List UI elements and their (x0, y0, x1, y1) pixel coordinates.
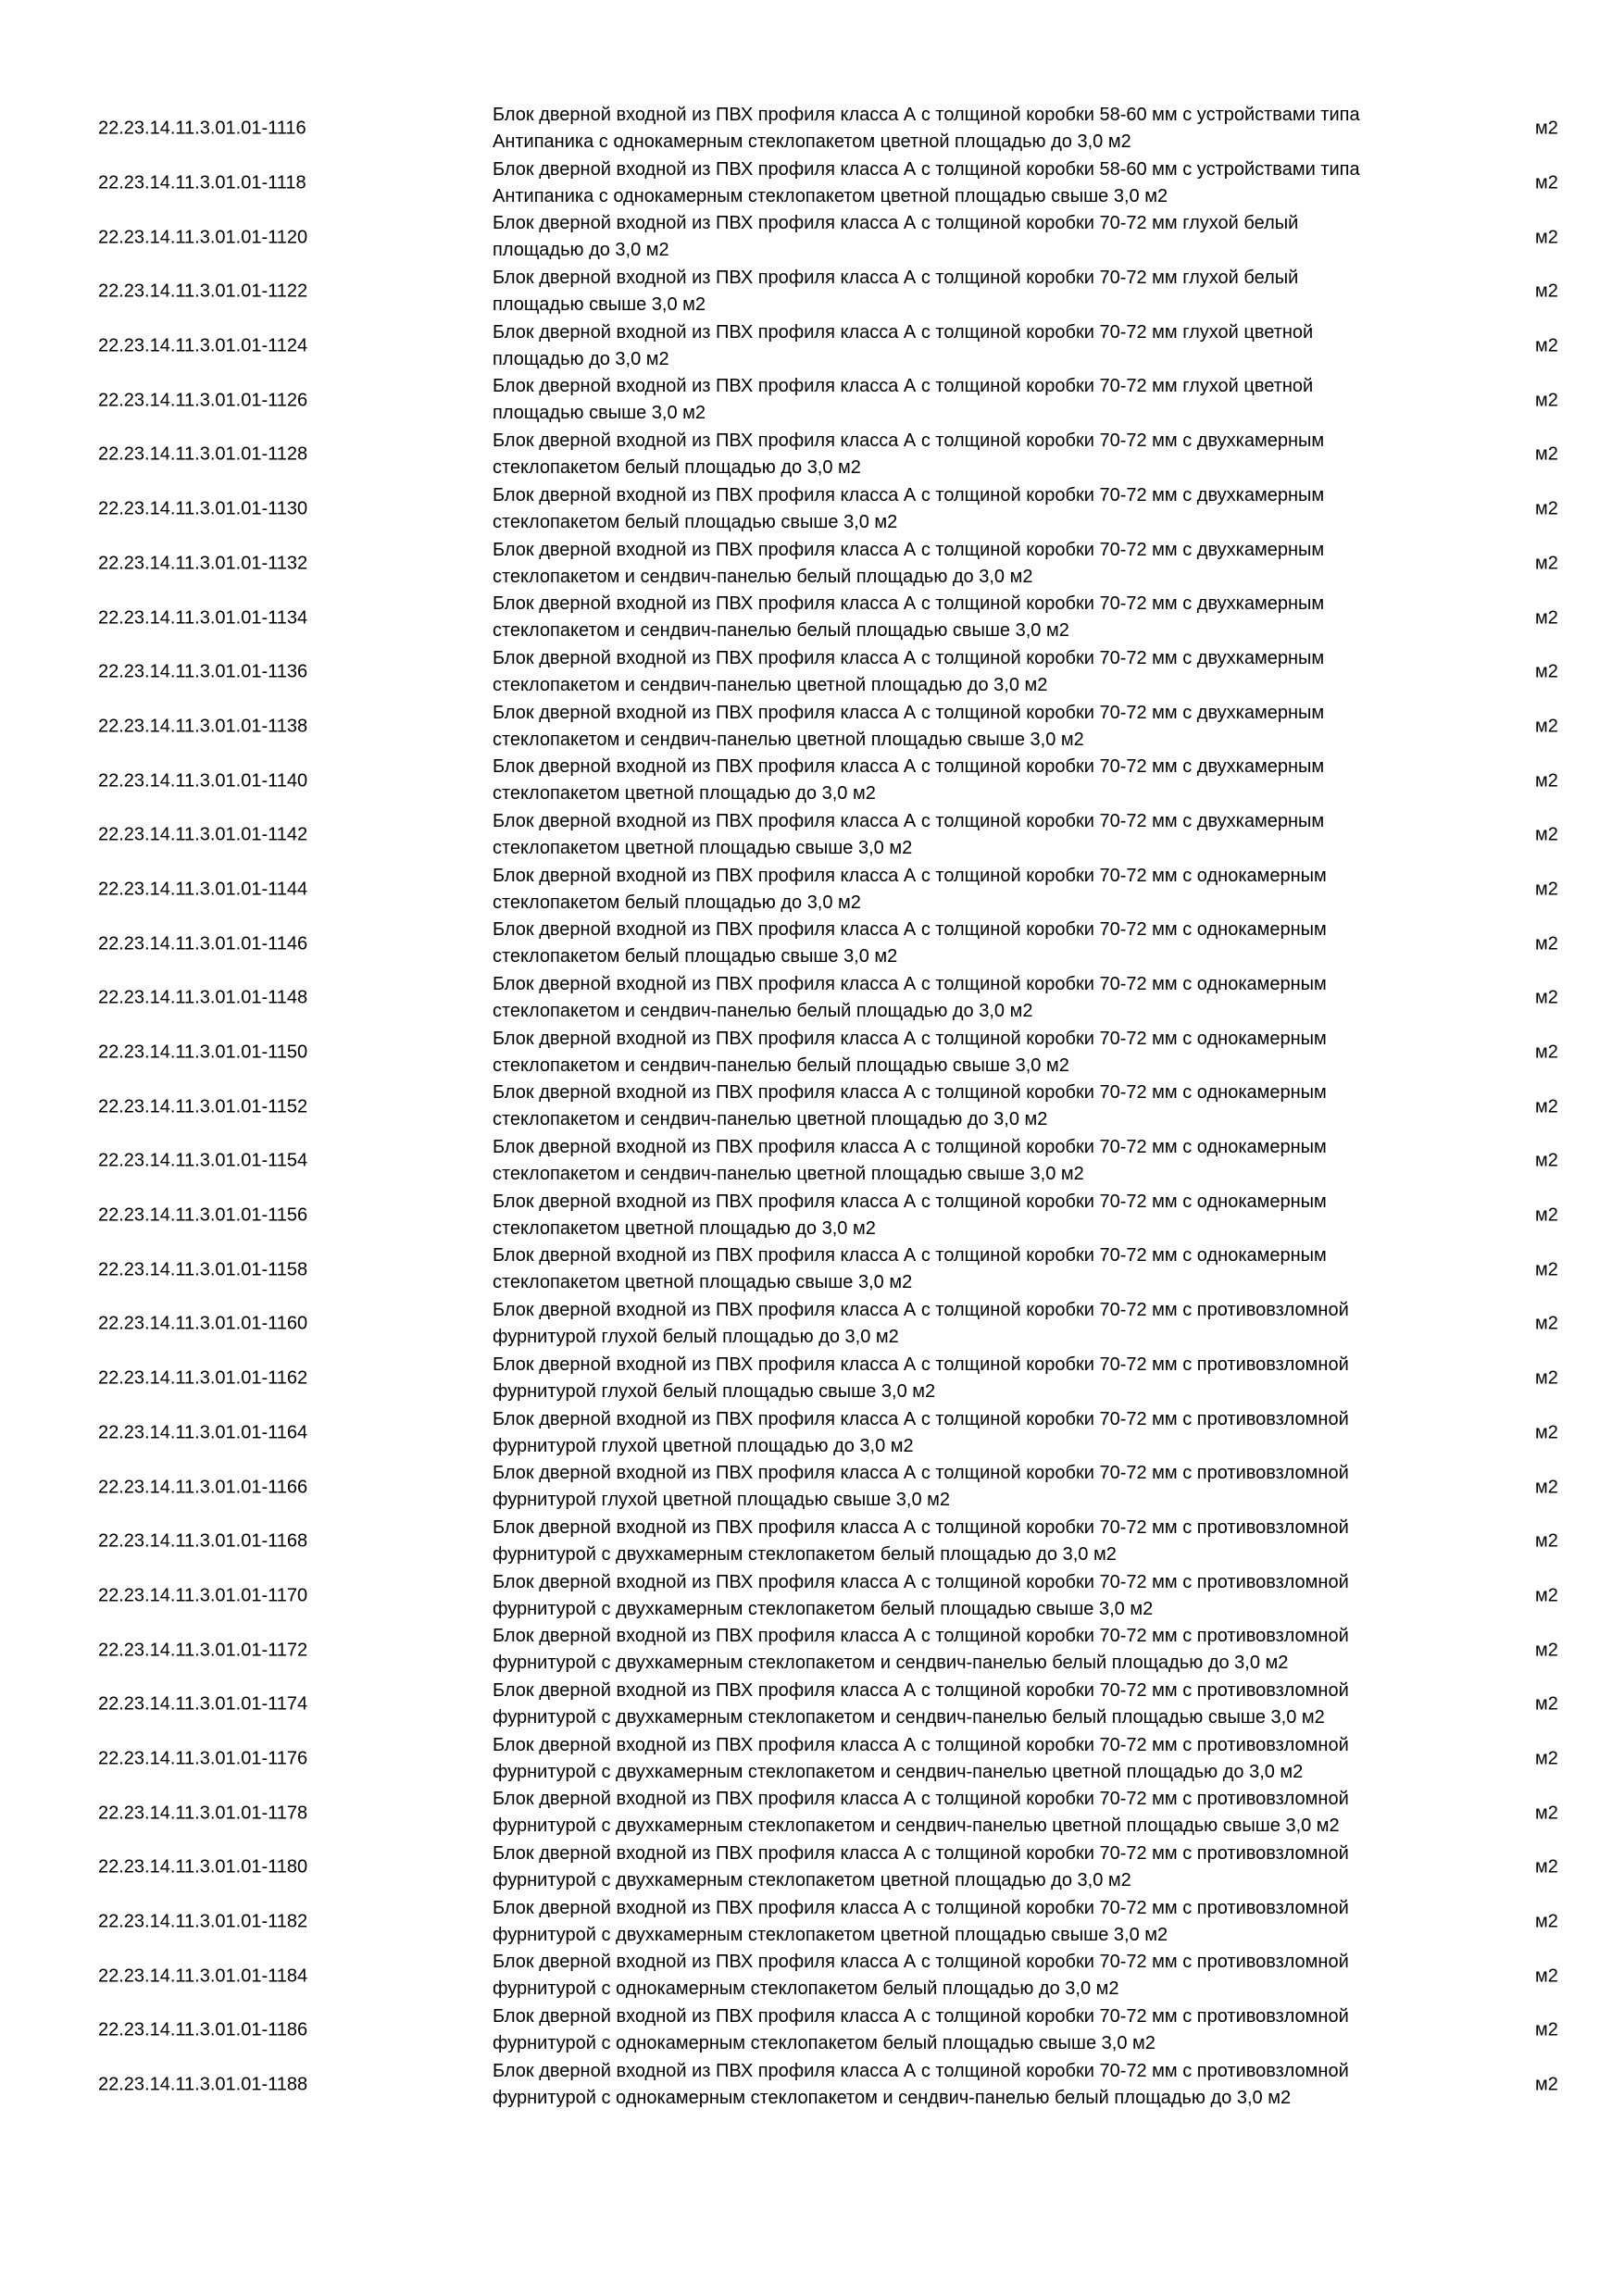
resource-description (493, 210, 1455, 264)
resource-description (493, 1406, 1455, 1460)
resource-description (493, 1732, 1455, 1786)
description-line-1: Блок дверной входной из ПВХ профиля класса А с толщиной коробки 70-72 мм с противовзломной (493, 1354, 1349, 1375)
unit-of-measure: м2 (1535, 1748, 1558, 1769)
table-row (0, 1623, 1624, 1678)
table-row (0, 1949, 1624, 2003)
description-line-1: Блок дверной входной из ПВХ профиля класса А с толщиной коробки 70-72 мм с двухкамерным (493, 430, 1325, 452)
resource-code: 22.23.14.11.3.01.01-1182 (98, 1911, 308, 1932)
unit-of-measure: м2 (1535, 281, 1558, 302)
description-line-2: фурнитурой с двухкамерным стеклопакетом и сендвич-панелью белый площадью до 3,0 м2 (493, 1653, 1289, 1674)
unit-of-measure: м2 (1535, 1204, 1558, 1226)
resource-description (493, 591, 1455, 644)
description-line-2: фурнитурой с однокамерным стеклопакетом белый площадью свыше 3,0 м2 (493, 2033, 1156, 2054)
description-line-1: Блок дверной входной из ПВХ профиля класса А с толщиной коробки 70-72 мм с противовзломной (493, 1679, 1349, 1701)
description-line-1: Блок дверной входной из ПВХ профиля класса А с толщиной коробки 70-72 мм с противовзломной (493, 2006, 1349, 2028)
table-row (0, 863, 1624, 917)
resource-description (493, 2003, 1455, 2057)
description-line-1: Блок дверной входной из ПВХ профиля класса А с толщиной коробки 70-72 мм с однокамерным (493, 1137, 1327, 1158)
resource-code: 22.23.14.11.3.01.01-1168 (98, 1530, 308, 1552)
table-row (0, 156, 1624, 211)
description-line-1: Блок дверной входной из ПВХ профиля класса А с толщиной коробки 70-72 мм с однокамерным (493, 865, 1327, 886)
resource-description (493, 645, 1455, 699)
resource-code: 22.23.14.11.3.01.01-1170 (98, 1585, 308, 1606)
unit-of-measure: м2 (1535, 1640, 1558, 1661)
table-row (0, 1242, 1624, 1297)
unit-of-measure: м2 (1535, 1911, 1558, 1932)
unit-of-measure: м2 (1535, 1530, 1558, 1552)
resource-code: 22.23.14.11.3.01.01-1132 (98, 553, 308, 574)
resource-code: 22.23.14.11.3.01.01-1172 (98, 1640, 308, 1661)
table-row (0, 1406, 1624, 1461)
resource-code: 22.23.14.11.3.01.01-1142 (98, 824, 308, 845)
resource-description (493, 1786, 1455, 1840)
description-line-2: фурнитурой с двухкамерным стеклопакетом белый площадью свыше 3,0 м2 (493, 1598, 1154, 1619)
table-row (0, 1732, 1624, 1787)
table-row (0, 1134, 1624, 1189)
resource-code: 22.23.14.11.3.01.01-1178 (98, 1803, 308, 1824)
unit-of-measure: м2 (1535, 227, 1558, 248)
description-line-2: фурнитурой с двухкамерным стеклопакетом и сендвич-панелью цветной площадью свыше 3,0 м2 (493, 1816, 1340, 1837)
description-line-1: Блок дверной входной из ПВХ профиля класса А с толщиной коробки 70-72 мм с противовзломной (493, 1734, 1349, 1755)
description-line-1: Блок дверной входной из ПВХ профиля класса А с толщиной коробки 70-72 мм с двухкамерным (493, 702, 1325, 723)
description-line-2: фурнитурой с однокамерным стеклопакетом белый площадью до 3,0 м2 (493, 1978, 1119, 2000)
description-line-2: стеклопакетом цветной площадью свыше 3,0 м2 (493, 1272, 913, 1293)
resource-code: 22.23.14.11.3.01.01-1128 (98, 443, 308, 465)
table-row (0, 2058, 1624, 2113)
description-line-2: фурнитурой с однокамерным стеклопакетом и сендвич-панелью белый площадью до 3,0 м2 (493, 2087, 1292, 2108)
unit-of-measure: м2 (1535, 390, 1558, 411)
table-row (0, 482, 1624, 537)
table-row (0, 591, 1624, 645)
resource-code: 22.23.14.11.3.01.01-1136 (98, 661, 308, 682)
resource-description (493, 863, 1455, 917)
description-line-2: стеклопакетом белый площадью до 3,0 м2 (493, 457, 861, 479)
unit-of-measure: м2 (1535, 1150, 1558, 1171)
unit-of-measure: м2 (1535, 987, 1558, 1008)
resource-code: 22.23.14.11.3.01.01-1126 (98, 390, 308, 411)
resource-description (493, 1895, 1455, 1949)
unit-of-measure: м2 (1535, 1313, 1558, 1334)
unit-of-measure: м2 (1535, 1422, 1558, 1443)
resource-code: 22.23.14.11.3.01.01-1158 (98, 1259, 308, 1280)
description-line-1: Блок дверной входной из ПВХ профиля класса А с толщиной коробки 70-72 мм с противовзломной (493, 1408, 1349, 1429)
table-row (0, 1352, 1624, 1406)
description-line-1: Блок дверной входной из ПВХ профиля класса А с толщиной коробки 70-72 мм с двухкамерным (493, 647, 1325, 668)
resource-code: 22.23.14.11.3.01.01-1188 (98, 2074, 308, 2095)
resource-code: 22.23.14.11.3.01.01-1180 (98, 1856, 308, 1878)
description-line-1: Блок дверной входной из ПВХ профиля класса А с толщиной коробки 70-72 мм с двухкамерным (493, 539, 1325, 560)
description-line-2: стеклопакетом и сендвич-панелью белый площадью свыше 3,0 м2 (493, 620, 1069, 642)
resource-code: 22.23.14.11.3.01.01-1140 (98, 770, 308, 792)
description-line-1: Блок дверной входной из ПВХ профиля класса А с толщиной коробки 70-72 мм с однокамерным (493, 1028, 1327, 1049)
table-row (0, 102, 1624, 156)
resource-description (493, 971, 1455, 1025)
resource-code: 22.23.14.11.3.01.01-1144 (98, 879, 308, 900)
resource-description (493, 1678, 1455, 1731)
description-line-1: Блок дверной входной из ПВХ профиля класса А с толщиной коробки 70-72 мм глухой цветной (493, 321, 1314, 343)
description-line-2: Антипаника с однокамерным стеклопакетом цветной площадью свыше 3,0 м2 (493, 185, 1168, 206)
resource-code: 22.23.14.11.3.01.01-1160 (98, 1313, 308, 1334)
resource-description (493, 428, 1455, 481)
unit-of-measure: м2 (1535, 879, 1558, 900)
description-line-1: Блок дверной входной из ПВХ профиля класса А с толщиной коробки 70-72 мм с противовзломной (493, 2060, 1349, 2081)
resource-description (493, 754, 1455, 807)
unit-of-measure: м2 (1535, 716, 1558, 737)
resource-table (0, 102, 1624, 2112)
description-line-2: площадью свыше 3,0 м2 (493, 403, 706, 424)
resource-code: 22.23.14.11.3.01.01-1174 (98, 1693, 308, 1715)
resource-description (493, 1623, 1455, 1677)
description-line-2: фурнитурой с двухкамерным стеклопакетом и сендвич-панелью цветной площадью до 3,0 м2 (493, 1761, 1304, 1782)
table-row (0, 1189, 1624, 1243)
resource-description (493, 1297, 1455, 1351)
description-line-2: стеклопакетом и сендвич-панелью цветной площадью до 3,0 м2 (493, 1109, 1048, 1130)
description-line-1: Блок дверной входной из ПВХ профиля класса А с толщиной коробки 58-60 мм с устройствами типа (493, 158, 1360, 180)
resource-description (493, 1841, 1455, 1894)
resource-code: 22.23.14.11.3.01.01-1156 (98, 1204, 308, 1226)
document-page (0, 102, 1624, 2112)
table-row (0, 265, 1624, 319)
resource-description (493, 373, 1455, 427)
description-line-1: Блок дверной входной из ПВХ профиля класса А с толщиной коробки 70-72 мм с противовзломной (493, 1843, 1349, 1864)
unit-of-measure: м2 (1535, 1477, 1558, 1498)
resource-code: 22.23.14.11.3.01.01-1130 (98, 498, 308, 519)
table-row (0, 917, 1624, 971)
description-line-2: стеклопакетом цветной площадью до 3,0 м2 (493, 783, 876, 805)
table-row (0, 373, 1624, 428)
description-line-2: стеклопакетом цветной площадью свыше 3,0 м2 (493, 837, 913, 858)
resource-code: 22.23.14.11.3.01.01-1138 (98, 716, 308, 737)
unit-of-measure: м2 (1535, 2074, 1558, 2095)
table-row (0, 971, 1624, 1026)
unit-of-measure: м2 (1535, 824, 1558, 845)
description-line-2: фурнитурой глухой белый площадью свыше 3,0 м2 (493, 1380, 936, 1402)
description-line-1: Блок дверной входной из ПВХ профиля класса А с толщиной коробки 70-72 мм с двухкамерным (493, 484, 1325, 505)
unit-of-measure: м2 (1535, 661, 1558, 682)
resource-description (493, 1949, 1455, 2003)
resource-description (493, 102, 1455, 156)
resource-description (493, 1134, 1455, 1188)
resource-code: 22.23.14.11.3.01.01-1148 (98, 987, 308, 1008)
resource-code: 22.23.14.11.3.01.01-1176 (98, 1748, 308, 1769)
table-row (0, 537, 1624, 592)
resource-code: 22.23.14.11.3.01.01-1116 (98, 118, 306, 139)
resource-code: 22.23.14.11.3.01.01-1120 (98, 227, 308, 248)
description-line-1: Блок дверной входной из ПВХ профиля класса А с толщиной коробки 70-72 мм с однокамерным (493, 1191, 1327, 1212)
description-line-2: площадью до 3,0 м2 (493, 240, 669, 261)
resource-description (493, 537, 1455, 591)
resource-code: 22.23.14.11.3.01.01-1166 (98, 1477, 308, 1498)
resource-code: 22.23.14.11.3.01.01-1124 (98, 335, 308, 356)
table-row (0, 319, 1624, 374)
description-line-2: стеклопакетом и сендвич-панелью цветной площадью до 3,0 м2 (493, 674, 1048, 695)
resource-description (493, 1515, 1455, 1568)
description-line-2: площадью до 3,0 м2 (493, 348, 669, 369)
unit-of-measure: м2 (1535, 1856, 1558, 1878)
table-row (0, 1895, 1624, 1950)
description-line-2: стеклопакетом белый площадью свыше 3,0 м2 (493, 946, 898, 967)
description-line-2: стеклопакетом цветной площадью до 3,0 м2 (493, 1217, 876, 1239)
table-row (0, 645, 1624, 700)
table-row (0, 1515, 1624, 1569)
resource-code: 22.23.14.11.3.01.01-1146 (98, 933, 308, 955)
description-line-2: стеклопакетом и сендвич-панелью белый площадью до 3,0 м2 (493, 1001, 1033, 1021)
table-row (0, 808, 1624, 863)
description-line-2: стеклопакетом и сендвич-панелью цветной площадью свыше 3,0 м2 (493, 1164, 1084, 1185)
description-line-1: Блок дверной входной из ПВХ профиля класса А с толщиной коробки 70-72 мм с противовзломной (493, 1952, 1349, 1973)
description-line-1: Блок дверной входной из ПВХ профиля класса А с толщиной коробки 70-72 мм глухой цветной (493, 376, 1314, 397)
resource-code: 22.23.14.11.3.01.01-1150 (98, 1042, 308, 1063)
table-row (0, 1569, 1624, 1624)
resource-code: 22.23.14.11.3.01.01-1164 (98, 1422, 308, 1443)
table-row (0, 2003, 1624, 2058)
description-line-1: Блок дверной входной из ПВХ профиля класса А с толщиной коробки 70-72 мм с двухкамерным (493, 593, 1325, 615)
table-row (0, 700, 1624, 755)
unit-of-measure: м2 (1535, 1042, 1558, 1063)
table-row (0, 210, 1624, 265)
description-line-1: Блок дверной входной из ПВХ профиля класса А с толщиной коробки 58-60 мм с устройствами типа (493, 105, 1360, 125)
description-line-2: фурнитурой с двухкамерным стеклопакетом и сендвич-панелью белый площадью свыше 3,0 м2 (493, 1706, 1325, 1728)
table-row (0, 1026, 1624, 1080)
description-line-2: стеклопакетом белый площадью свыше 3,0 м2 (493, 511, 898, 532)
resource-description (493, 1352, 1455, 1405)
resource-description (493, 1189, 1455, 1242)
resource-description (493, 1026, 1455, 1079)
table-row (0, 428, 1624, 482)
unit-of-measure: м2 (1535, 1096, 1558, 1117)
resource-code: 22.23.14.11.3.01.01-1134 (98, 607, 308, 629)
description-line-1: Блок дверной входной из ПВХ профиля класса А с толщиной коробки 70-72 мм с противовзломной (493, 1626, 1349, 1647)
unit-of-measure: м2 (1535, 553, 1558, 574)
table-row (0, 1460, 1624, 1515)
description-line-2: стеклопакетом и сендвич-панелью белый площадью до 3,0 м2 (493, 566, 1033, 587)
unit-of-measure: м2 (1535, 2019, 1558, 2040)
resource-description (493, 700, 1455, 754)
description-line-1: Блок дверной входной из ПВХ профиля класса А с толщиной коробки 70-72 мм с противовзломной (493, 1463, 1349, 1484)
resource-description (493, 1569, 1455, 1623)
resource-description (493, 156, 1455, 210)
resource-description (493, 808, 1455, 862)
description-line-1: Блок дверной входной из ПВХ профиля класса А с толщиной коробки 70-72 мм глухой белый (493, 268, 1299, 289)
description-line-1: Блок дверной входной из ПВХ профиля класса А с толщиной коробки 70-72 мм с однокамерным (493, 1082, 1327, 1104)
unit-of-measure: м2 (1535, 498, 1558, 519)
resource-description (493, 917, 1455, 970)
resource-description (493, 1460, 1455, 1514)
description-line-1: Блок дверной входной из ПВХ профиля класса А с толщиной коробки 70-72 мм с двухкамерным (493, 756, 1325, 778)
description-line-2: фурнитурой с двухкамерным стеклопакетом белый площадью до 3,0 м2 (493, 1543, 1117, 1565)
description-line-2: стеклопакетом белый площадью до 3,0 м2 (493, 892, 861, 913)
unit-of-measure: м2 (1535, 335, 1558, 356)
description-line-2: Антипаника с однокамерным стеклопакетом цветной площадью до 3,0 м2 (493, 131, 1131, 152)
resource-code: 22.23.14.11.3.01.01-1152 (98, 1096, 308, 1117)
unit-of-measure: м2 (1535, 1259, 1558, 1280)
resource-description (493, 482, 1455, 536)
resource-description (493, 319, 1455, 373)
resource-code: 22.23.14.11.3.01.01-1118 (98, 172, 306, 193)
description-line-2: стеклопакетом и сендвич-панелью цветной площадью свыше 3,0 м2 (493, 729, 1084, 750)
resource-code: 22.23.14.11.3.01.01-1184 (98, 1965, 308, 1987)
description-line-1: Блок дверной входной из ПВХ профиля класса А с толщиной коробки 70-72 мм с однокамерным (493, 974, 1327, 994)
description-line-1: Блок дверной входной из ПВХ профиля класса А с толщиной коробки 70-72 мм с противовзломной (493, 1789, 1349, 1810)
resource-code: 22.23.14.11.3.01.01-1186 (98, 2019, 308, 2040)
unit-of-measure: м2 (1535, 172, 1558, 193)
description-line-2: фурнитурой с двухкамерным стеклопакетом цветной площадью до 3,0 м2 (493, 1870, 1131, 1890)
unit-of-measure: м2 (1535, 770, 1558, 792)
table-row (0, 1841, 1624, 1895)
table-row (0, 754, 1624, 808)
table-row (0, 1678, 1624, 1732)
unit-of-measure: м2 (1535, 1693, 1558, 1715)
unit-of-measure: м2 (1535, 118, 1558, 139)
description-line-1: Блок дверной входной из ПВХ профиля класса А с толщиной коробки 70-72 мм с противовзломной (493, 1897, 1349, 1918)
resource-code: 22.23.14.11.3.01.01-1162 (98, 1367, 308, 1389)
unit-of-measure: м2 (1535, 1367, 1558, 1389)
description-line-2: фурнитурой с двухкамерным стеклопакетом цветной площадью свыше 3,0 м2 (493, 1924, 1168, 1945)
table-row (0, 1297, 1624, 1352)
description-line-1: Блок дверной входной из ПВХ профиля класса А с толщиной коробки 70-72 мм с однокамерным (493, 1245, 1327, 1267)
unit-of-measure: м2 (1535, 1965, 1558, 1987)
resource-description (493, 1079, 1455, 1133)
resource-description (493, 2058, 1455, 2112)
description-line-1: Блок дверной входной из ПВХ профиля класса А с толщиной коробки 70-72 мм с однокамерным (493, 919, 1327, 941)
unit-of-measure: м2 (1535, 1585, 1558, 1606)
description-line-2: фурнитурой глухой цветной площадью до 3,0 м2 (493, 1435, 914, 1456)
description-line-1: Блок дверной входной из ПВХ профиля класса А с толщиной коробки 70-72 мм с противовзломной (493, 1516, 1349, 1538)
description-line-1: Блок дверной входной из ПВХ профиля класса А с толщиной коробки 70-72 мм с противовзломной (493, 1571, 1349, 1592)
resource-description (493, 1242, 1455, 1296)
description-line-2: фурнитурой глухой белый площадью до 3,0 м2 (493, 1327, 899, 1348)
description-line-2: стеклопакетом и сендвич-панелью белый площадью свыше 3,0 м2 (493, 1054, 1069, 1076)
table-row (0, 1079, 1624, 1134)
table-row (0, 1786, 1624, 1841)
resource-code: 22.23.14.11.3.01.01-1154 (98, 1150, 308, 1171)
unit-of-measure: м2 (1535, 607, 1558, 629)
description-line-1: Блок дверной входной из ПВХ профиля класса А с толщиной коробки 70-72 мм с двухкамерным (493, 810, 1325, 831)
description-line-2: площадью свыше 3,0 м2 (493, 294, 706, 316)
resource-description (493, 265, 1455, 318)
unit-of-measure: м2 (1535, 443, 1558, 465)
description-line-1: Блок дверной входной из ПВХ профиля класса А с толщиной коробки 70-72 мм глухой белый (493, 213, 1299, 234)
unit-of-measure: м2 (1535, 933, 1558, 955)
description-line-1: Блок дверной входной из ПВХ профиля класса А с толщиной коробки 70-72 мм с противовзломной (493, 1300, 1349, 1321)
unit-of-measure: м2 (1535, 1803, 1558, 1824)
description-line-2: фурнитурой глухой цветной площадью свыше 3,0 м2 (493, 1490, 951, 1511)
resource-code: 22.23.14.11.3.01.01-1122 (98, 281, 308, 302)
